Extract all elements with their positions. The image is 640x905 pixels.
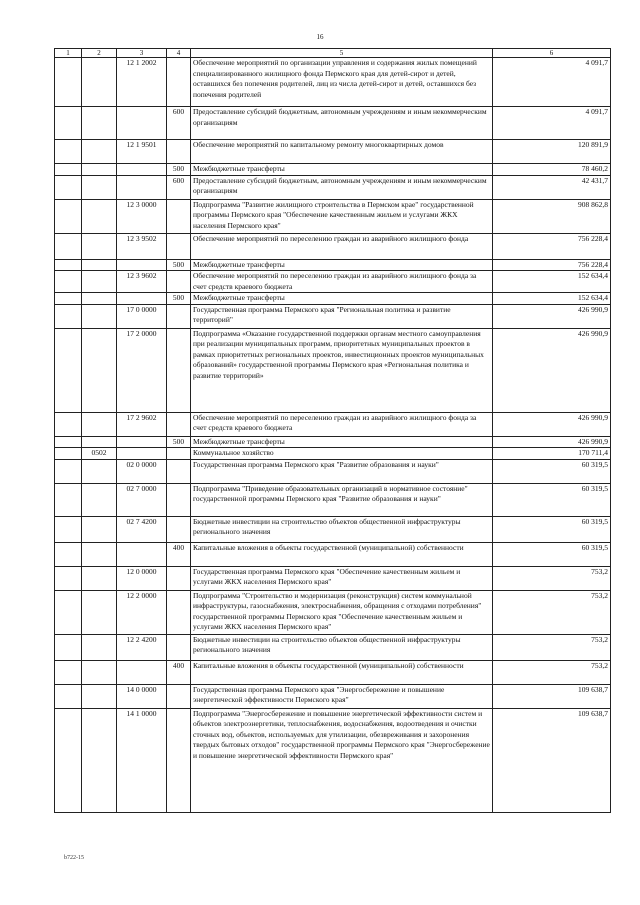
section-code: 0502 <box>82 448 117 460</box>
amount: 42 431,7 <box>493 175 611 199</box>
table-row <box>55 328 611 412</box>
section-code <box>82 58 117 107</box>
section-code <box>82 436 117 448</box>
section-code <box>82 328 117 412</box>
col-blank <box>55 293 82 305</box>
col-header-3: 3 <box>117 49 167 58</box>
target-article-code: 14 1 0000 <box>117 708 167 812</box>
amount: 60 319,5 <box>493 516 611 542</box>
amount: 78 460,2 <box>493 164 611 176</box>
expense-type-code: 400 <box>167 660 191 684</box>
item-name: Обеспечение мероприятий по переселению граждан из аварийного жилищного фонда <box>191 233 493 259</box>
section-code <box>82 516 117 542</box>
target-article-code <box>117 259 167 271</box>
table-row <box>55 459 611 483</box>
col-blank <box>55 259 82 271</box>
expense-type-code <box>167 483 191 516</box>
table-row <box>55 634 611 660</box>
target-article-code: 02 7 4200 <box>117 516 167 542</box>
col-blank <box>55 448 82 460</box>
table-row <box>55 684 611 708</box>
col-blank <box>55 175 82 199</box>
item-name: Предоставление субсидий бюджетным, автономным учреждениям и иным некоммерческим организациям <box>191 107 493 140</box>
table-row <box>55 708 611 812</box>
item-name: Бюджетные инвестиции на строительство объектов общественной инфраструктуры регионального значения <box>191 634 493 660</box>
section-code <box>82 140 117 164</box>
table-row <box>55 412 611 436</box>
expense-type-code <box>167 516 191 542</box>
col-blank <box>55 708 82 812</box>
target-article-code: 12 3 9502 <box>117 233 167 259</box>
amount: 4 091,7 <box>493 58 611 107</box>
section-code <box>82 271 117 293</box>
amount: 60 319,5 <box>493 483 611 516</box>
expense-type-code: 500 <box>167 259 191 271</box>
section-code <box>82 304 117 328</box>
expense-type-code: 600 <box>167 175 191 199</box>
col-blank <box>55 436 82 448</box>
col-blank <box>55 199 82 233</box>
table-row <box>55 259 611 271</box>
section-code <box>82 684 117 708</box>
item-name: Коммунальное хозяйство <box>191 448 493 460</box>
budget-table <box>54 48 611 813</box>
expense-type-code: 500 <box>167 293 191 305</box>
expense-type-code <box>167 233 191 259</box>
amount: 170 711,4 <box>493 448 611 460</box>
col-blank <box>55 516 82 542</box>
target-article-code <box>117 542 167 566</box>
item-name: Государственная программа Пермского края "Энергосбережение и повышение энергетической эффективности Пермского края" <box>191 684 493 708</box>
expense-type-code <box>167 590 191 634</box>
amount: 152 634,4 <box>493 271 611 293</box>
item-name: Бюджетные инвестиции на строительство объектов общественной инфраструктуры регионального значения <box>191 516 493 542</box>
target-article-code: 17 2 0000 <box>117 328 167 412</box>
section-code <box>82 233 117 259</box>
table-row <box>55 199 611 233</box>
table-row <box>55 483 611 516</box>
item-name: Государственная программа Пермского края "Развитие образования и науки" <box>191 459 493 483</box>
expense-type-code: 500 <box>167 436 191 448</box>
footer-code: b722-15 <box>64 855 84 861</box>
table-row <box>55 304 611 328</box>
col-header-1: 1 <box>55 49 82 58</box>
table-row <box>55 164 611 176</box>
expense-type-code <box>167 566 191 590</box>
col-header-2: 2 <box>82 49 117 58</box>
item-name: Межбюджетные трансферты <box>191 293 493 305</box>
expense-type-code <box>167 271 191 293</box>
table-row <box>55 516 611 542</box>
col-blank <box>55 107 82 140</box>
expense-type-code <box>167 304 191 328</box>
target-article-code <box>117 660 167 684</box>
section-code <box>82 293 117 305</box>
section-code <box>82 412 117 436</box>
item-name: Государственная программа Пермского края "Региональная политика и развитие территорий" <box>191 304 493 328</box>
item-name: Подпрограмма "Энергосбережение и повышение энергетической эффективности систем и объектов электроэнергетики, теплоснабжения, водоснабжения, водоотведения и очистки сточных вод, объектов, используемых для утилизации, обезвреживания и захоронения твердых бытовых отходов" государственной программы Пермского края "Энергосбережение и повышение энергетической эффективности Пермского края" <box>191 708 493 812</box>
col-blank <box>55 58 82 107</box>
col-blank <box>55 328 82 412</box>
amount: 426 990,9 <box>493 304 611 328</box>
col-blank <box>55 140 82 164</box>
target-article-code: 12 2 0000 <box>117 590 167 634</box>
section-code <box>82 175 117 199</box>
col-header-4: 4 <box>167 49 191 58</box>
target-article-code: 12 3 0000 <box>117 199 167 233</box>
col-blank <box>55 271 82 293</box>
page-number: 16 <box>316 33 324 41</box>
target-article-code: 02 0 0000 <box>117 459 167 483</box>
amount: 152 634,4 <box>493 293 611 305</box>
table-row <box>55 58 611 107</box>
section-code <box>82 483 117 516</box>
col-blank <box>55 412 82 436</box>
table-row <box>55 107 611 140</box>
table-row <box>55 175 611 199</box>
section-code <box>82 164 117 176</box>
target-article-code <box>117 293 167 305</box>
col-blank <box>55 164 82 176</box>
amount: 753,2 <box>493 634 611 660</box>
amount: 4 091,7 <box>493 107 611 140</box>
expense-type-code <box>167 328 191 412</box>
section-code <box>82 566 117 590</box>
col-blank <box>55 483 82 516</box>
col-blank <box>55 304 82 328</box>
expense-type-code: 500 <box>167 164 191 176</box>
section-code <box>82 590 117 634</box>
amount: 756 228,4 <box>493 259 611 271</box>
amount: 60 319,5 <box>493 542 611 566</box>
section-code <box>82 660 117 684</box>
col-blank <box>55 566 82 590</box>
target-article-code <box>117 175 167 199</box>
col-header-6: 6 <box>493 49 611 58</box>
item-name: Подпрограмма "Строительство и модернизация (реконструкция) систем коммунальной инфраструктуры, газоснабжения, электроснабжения, обращения с отходами потребления" государственной программы Пермского края "Обеспечение качественным жильем и услугами ЖКХ населения Пермского края" <box>191 590 493 634</box>
col-blank <box>55 684 82 708</box>
table-row <box>55 660 611 684</box>
target-article-code: 17 0 0000 <box>117 304 167 328</box>
amount: 109 638,7 <box>493 684 611 708</box>
item-name: Обеспечение мероприятий по переселению граждан из аварийного жилищного фонда за счет средств краевого бюджета <box>191 271 493 293</box>
item-name: Межбюджетные трансферты <box>191 259 493 271</box>
col-blank <box>55 634 82 660</box>
col-blank <box>55 233 82 259</box>
amount: 753,2 <box>493 660 611 684</box>
section-code <box>82 708 117 812</box>
table-row <box>55 436 611 448</box>
amount: 753,2 <box>493 590 611 634</box>
expense-type-code <box>167 684 191 708</box>
amount: 756 228,4 <box>493 233 611 259</box>
target-article-code: 14 0 0000 <box>117 684 167 708</box>
table-row <box>55 566 611 590</box>
section-code <box>82 542 117 566</box>
amount: 426 990,9 <box>493 412 611 436</box>
item-name: Обеспечение мероприятий по организации управления и содержания жилых помещений специализированного жилищного фонда Пермского края для детей-сирот и детей, оставшихся без попечения родителей, лиц из числа детей-сирот и детей, оставшихся без попечения родителей <box>191 58 493 107</box>
target-article-code <box>117 107 167 140</box>
item-name: Подпрограмма "Приведение образовательных организаций в нормативное состояние" государственной программы Пермского края "Развитие образования и науки" <box>191 483 493 516</box>
amount: 426 990,9 <box>493 436 611 448</box>
table-row <box>55 140 611 164</box>
amount: 426 990,9 <box>493 328 611 412</box>
section-code <box>82 634 117 660</box>
amount: 908 862,8 <box>493 199 611 233</box>
section-code <box>82 107 117 140</box>
expense-type-code <box>167 412 191 436</box>
table-row <box>55 233 611 259</box>
item-name: Подпрограмма "Развитие жилищного строительства в Пермском крае" государственной программы Пермского края "Обеспечение качественным жильем и услугами ЖКХ населения Пермского края" <box>191 199 493 233</box>
section-code <box>82 459 117 483</box>
expense-type-code <box>167 459 191 483</box>
item-name: Межбюджетные трансферты <box>191 164 493 176</box>
amount: 753,2 <box>493 566 611 590</box>
target-article-code <box>117 448 167 460</box>
col-header-5: 5 <box>191 49 493 58</box>
item-name: Подпрограмма «Оказание государственной поддержки органам местного самоуправления при реализации муниципальных программ, приоритетных муниципальных проектов в рамках приоритетных региональных проектов, инвестиционных проектов муниципальных образований» государственной программы Пермского края «Региональная политика и развитие территорий» <box>191 328 493 412</box>
expense-type-code <box>167 448 191 460</box>
target-article-code <box>117 164 167 176</box>
item-name: Обеспечение мероприятий по капитальному ремонту многоквартирных домов <box>191 140 493 164</box>
amount: 120 891,9 <box>493 140 611 164</box>
table-row <box>55 542 611 566</box>
col-blank <box>55 590 82 634</box>
item-name: Обеспечение мероприятий по переселению граждан из аварийного жилищного фонда за счет средств краевого бюджета <box>191 412 493 436</box>
expense-type-code <box>167 140 191 164</box>
expense-type-code <box>167 199 191 233</box>
section-code <box>82 199 117 233</box>
target-article-code <box>117 436 167 448</box>
expense-type-code <box>167 708 191 812</box>
target-article-code: 12 2 4200 <box>117 634 167 660</box>
target-article-code: 17 2 9602 <box>117 412 167 436</box>
target-article-code: 02 7 0000 <box>117 483 167 516</box>
item-name: Межбюджетные трансферты <box>191 436 493 448</box>
table-row <box>55 293 611 305</box>
expense-type-code <box>167 58 191 107</box>
item-name: Капитальные вложения в объекты государственной (муниципальной) собственности <box>191 542 493 566</box>
col-blank <box>55 459 82 483</box>
table-row <box>55 271 611 293</box>
col-blank <box>55 660 82 684</box>
item-name: Предоставление субсидий бюджетным, автономным учреждениям и иным некоммерческим организациям <box>191 175 493 199</box>
item-name: Государственная программа Пермского края "Обеспечение качественным жильем и услугами ЖКХ населения Пермского края" <box>191 566 493 590</box>
target-article-code: 12 1 2002 <box>117 58 167 107</box>
table-row <box>55 590 611 634</box>
section-code <box>82 259 117 271</box>
expense-type-code <box>167 634 191 660</box>
table-row <box>55 448 611 460</box>
col-blank <box>55 542 82 566</box>
expense-type-code: 600 <box>167 107 191 140</box>
item-name: Капитальные вложения в объекты государственной (муниципальной) собственности <box>191 660 493 684</box>
amount: 60 319,5 <box>493 459 611 483</box>
header-row <box>55 49 611 58</box>
amount: 109 638,7 <box>493 708 611 812</box>
expense-type-code: 400 <box>167 542 191 566</box>
target-article-code: 12 3 9602 <box>117 271 167 293</box>
target-article-code: 12 1 9501 <box>117 140 167 164</box>
target-article-code: 12 0 0000 <box>117 566 167 590</box>
